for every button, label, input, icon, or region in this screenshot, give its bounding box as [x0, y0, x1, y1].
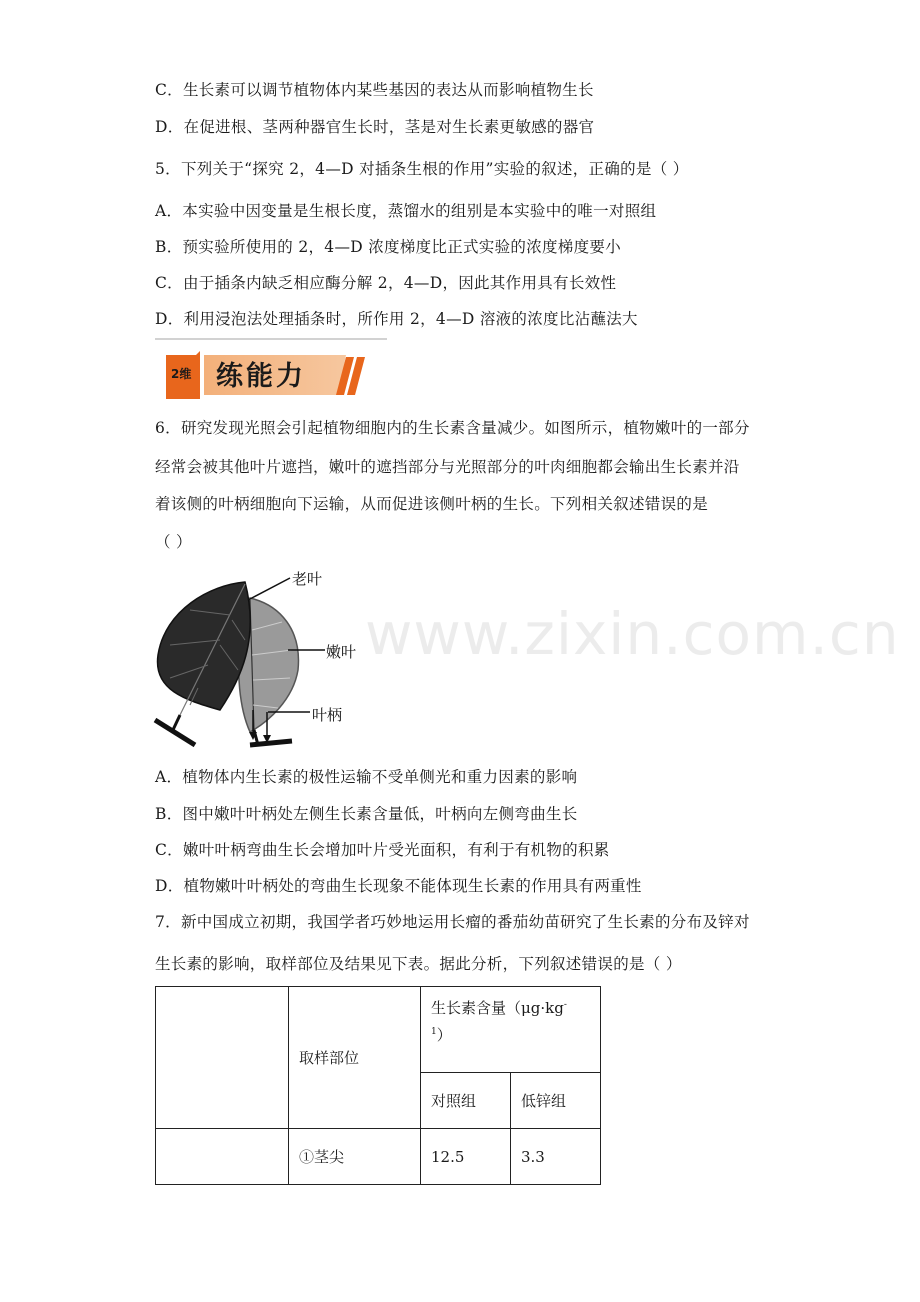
- question-7-line-1: 7．新中国成立初期，我国学者巧妙地运用长瘤的番茄幼苗研究了生长素的分布及锌对: [155, 913, 750, 931]
- row-control-value: 12.5: [421, 1129, 511, 1185]
- header-auxin-content: 生长素含量（μg·kg- $^1$）: [421, 987, 601, 1073]
- option-6a: A．植物体内生长素的极性运输不受单侧光和重力因素的影响: [155, 768, 578, 786]
- section-divider: [155, 338, 387, 340]
- question-7-line-2: 生长素的影响，取样部位及结果见下表。据此分析，下列叙述错误的是（ ）: [155, 955, 682, 973]
- question-5-stem: 5．下列关于“探究 2，4—D 对插条生根的作用”实验的叙述，正确的是（ ）: [155, 160, 689, 178]
- option-5c: C．由于插条内缺乏相应酶分解 2，4—D，因此其作用具有长效性: [155, 274, 617, 292]
- option-4d: D．在促进根、茎两种器官生长时，茎是对生长素更敏感的器官: [155, 118, 595, 136]
- option-6d: D．植物嫩叶叶柄处的弯曲生长现象不能体现生长素的作用具有两重性: [155, 877, 642, 895]
- question-6-line-4: （ ）: [155, 533, 192, 551]
- row-sampling-site: ①茎尖: [289, 1129, 421, 1185]
- option-4c: C．生长素可以调节植物体内某些基因的表达从而影响植物生长: [155, 81, 594, 99]
- header-sampling-site: 取样部位: [289, 987, 421, 1129]
- question-6-line-3: 着该侧的叶柄细胞向下运输，从而促进该侧叶柄的生长。下列相关叙述错误的是: [155, 495, 709, 513]
- section-title: 练能力: [216, 361, 306, 392]
- header-low-zinc-group: 低锌组: [511, 1073, 601, 1129]
- row-low-zinc-value: 3.3: [511, 1129, 601, 1185]
- question-6-line-2: 经常会被其他叶片遮挡，嫩叶的遮挡部分与光照部分的叶肉细胞都会输出生长素并沿: [155, 458, 740, 476]
- header-control-group: 对照组: [421, 1073, 511, 1129]
- option-5b: B．预实验所使用的 2，4—D 浓度梯度比正式实验的浓度梯度要小: [155, 238, 621, 256]
- label-old-leaf: 老叶: [292, 570, 323, 588]
- row-empty-cell: [156, 1129, 289, 1185]
- label-petiole: 叶柄: [312, 706, 343, 724]
- option-6b: B．图中嫩叶叶柄处左侧生长素含量低，叶柄向左侧弯曲生长: [155, 805, 578, 823]
- data-table: [155, 986, 601, 1185]
- option-6c: C．嫩叶叶柄弯曲生长会增加叶片受光面积，有利于有机物的积累: [155, 841, 610, 859]
- option-5a: A．本实验中因变量是生根长度，蒸馏水的组别是本实验中的唯一对照组: [155, 202, 657, 220]
- watermark: www.zixin.com.cn: [365, 600, 900, 668]
- section-badge: 2维: [171, 367, 192, 381]
- label-young-leaf: 嫩叶: [326, 643, 357, 661]
- table-corner-cell: [156, 987, 289, 1129]
- option-5d: D．利用浸泡法处理插条时，所作用 2，4—D 溶液的浓度比沾蘸法大: [155, 310, 638, 328]
- table-row: [156, 1129, 601, 1185]
- question-6-line-1: 6．研究发现光照会引起植物细胞内的生长素含量减少。如图所示，植物嫩叶的一部分: [155, 419, 750, 437]
- section-banner: [166, 351, 371, 399]
- leaf-figure: [150, 560, 380, 750]
